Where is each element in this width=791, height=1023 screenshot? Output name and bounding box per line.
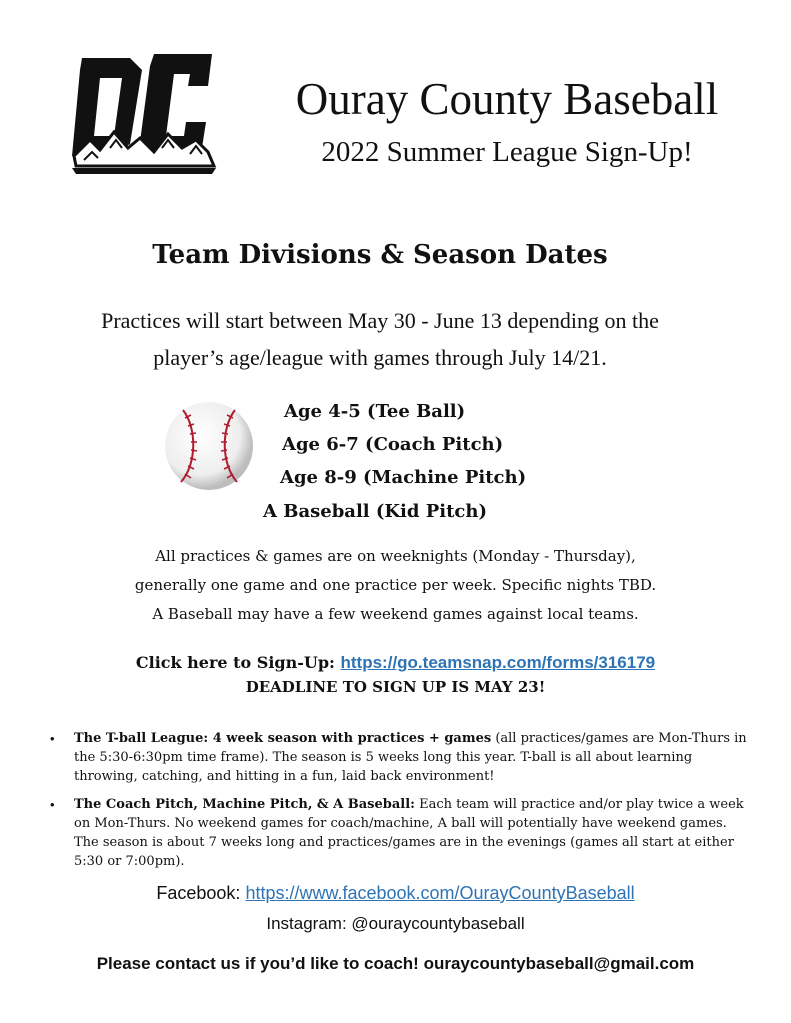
- facebook-link[interactable]: https://www.facebook.com/OurayCountyBaseball: [245, 883, 635, 903]
- schedule-info-2: generally one game and one practice per week. Specific nights TBD.: [134, 576, 657, 594]
- page-subtitle: 2022 Summer League Sign-Up!: [321, 136, 693, 168]
- division-coach-pitch: Age 6-7 (Coach Pitch): [282, 434, 504, 455]
- bullet-bold: The T-ball League: 4 week season with practices + games: [74, 731, 492, 746]
- page-title: Ouray County Baseball: [295, 74, 719, 124]
- contact-line: Please contact us if you’d like to coach! ouraycountybaseball@gmail.com: [96, 954, 695, 973]
- deadline-notice: DEADLINE TO SIGN UP IS MAY 23!: [245, 678, 546, 696]
- list-item-tball: [50, 729, 750, 786]
- bullet-text: (all practices/games are Mon-Thurs in the 5:30-6:30pm time frame). The season is 5 weeks long this year. T-ball is all about learning throwing, catching, and hitting in a fun, laid back environment!: [74, 731, 747, 784]
- schedule-info-3: A Baseball may have a few weekend games against local teams.: [152, 605, 639, 623]
- facebook-line: [0, 883, 791, 904]
- division-tee-ball: Age 4-5 (Tee Ball): [284, 401, 466, 422]
- schedule-info-1: All practices & games are on weeknights (Monday - Thursday),: [155, 547, 636, 565]
- facebook-label: Facebook:: [156, 883, 241, 903]
- bullet-text: Each team will practice and/or play twice a week on Mon-Thurs. No weekend games for coach/machine, A ball will potentially have weekend games. The season is about 7 weeks long and practices/games are in the evenings (games all start at either 5:30 or 7:00pm).: [74, 797, 744, 869]
- bullet-icon: •: [50, 731, 55, 746]
- oc-logo: [70, 48, 220, 176]
- section-heading: Team Divisions & Season Dates: [152, 240, 608, 270]
- signup-label: Click here to Sign-Up:: [135, 653, 335, 672]
- bullet-bold: The Coach Pitch, Machine Pitch, & A Baseball:: [74, 797, 415, 812]
- division-kid-pitch: A Baseball (Kid Pitch): [263, 501, 487, 522]
- bullet-icon: •: [50, 797, 55, 812]
- baseball-icon: [163, 400, 255, 492]
- signup-link[interactable]: https://go.teamsnap.com/forms/316179: [340, 653, 656, 672]
- division-machine-pitch: Age 8-9 (Machine Pitch): [280, 467, 527, 488]
- intro-line-2: player’s age/league with games through July 14/21.: [153, 345, 607, 370]
- signup-line: [0, 653, 791, 673]
- intro-line-1: Practices will start between May 30 - June 13 depending on the: [101, 308, 659, 333]
- instagram-line: Instagram: @ouraycountybaseball: [266, 914, 525, 933]
- list-item-coach-machine-a: [50, 795, 750, 871]
